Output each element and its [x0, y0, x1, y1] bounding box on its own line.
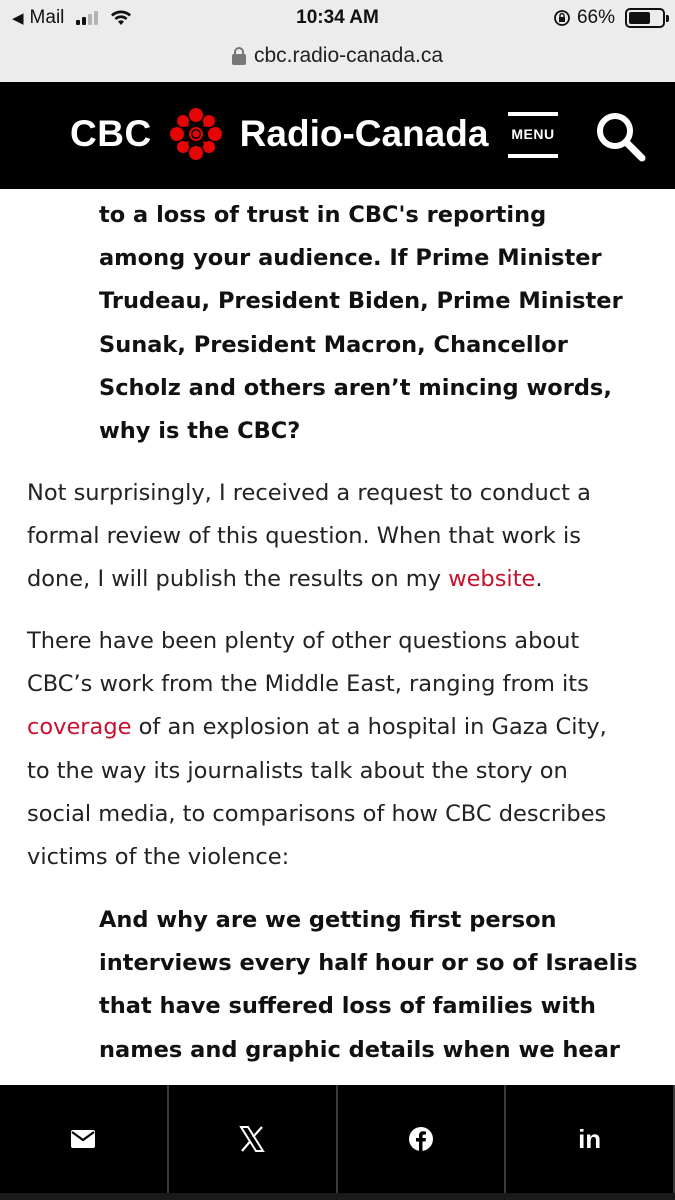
share-bar — [0, 1085, 675, 1200]
paragraph-1 — [27, 472, 655, 602]
quote-line: And why are we getting first person — [99, 907, 557, 933]
para-line: There have been plenty of other questions about — [27, 628, 580, 654]
para-text: of an explosion at a hospital in Gaza City, — [131, 714, 607, 741]
padlock-icon — [232, 47, 246, 65]
linkedin-icon: in — [578, 1123, 602, 1154]
battery-cap — [666, 15, 669, 22]
menu-button[interactable] — [508, 110, 560, 160]
battery-icon — [625, 8, 665, 28]
menu-bar-top — [508, 112, 558, 116]
menu-label: MENU — [511, 126, 555, 142]
para-line: victims of the violence: — [27, 844, 290, 871]
cbc-logo[interactable] — [70, 106, 488, 162]
para-text: . — [535, 566, 543, 593]
brand-radio-canada: Radio-Canada — [239, 113, 489, 154]
paragraph-2 — [27, 620, 655, 879]
status-time: 10:34 AM — [296, 7, 379, 28]
para-line: to the way its journalists talk about the story on — [27, 757, 568, 784]
battery-level — [629, 12, 650, 24]
brand-cbc: CBC — [70, 113, 152, 154]
sharebar-bottom-edge — [0, 1193, 675, 1200]
back-app-label[interactable]: Mail — [29, 7, 65, 28]
quote-line: among your audience. If Prime Minister — [99, 245, 602, 272]
quote-line: to a loss of trust in CBC's reporting — [99, 202, 547, 228]
blockquote-2 — [99, 899, 659, 1072]
para-line: social media, to comparisons of how CBC describes — [27, 800, 607, 827]
quote-line: Trudeau, President Biden, Prime Minister — [99, 288, 623, 315]
quote-line: interviews every half hour or so of Israelis — [99, 950, 638, 977]
share-email-button[interactable] — [0, 1085, 169, 1193]
url-text[interactable]: cbc.radio-canada.ca — [253, 44, 444, 67]
para-line: Not surprisingly, I received a request to conduct a — [27, 480, 591, 506]
para-line — [27, 706, 655, 749]
quote-line: Sunak, President Macron, Chancellor — [99, 331, 568, 358]
x-icon — [238, 1125, 266, 1153]
article-body — [0, 189, 675, 1085]
quote-line: names and graphic details when we hear — [99, 1036, 620, 1063]
para-line: CBC’s work from the Middle East, ranging from its — [27, 671, 589, 698]
site-header — [0, 82, 675, 189]
share-linkedin-button[interactable] — [506, 1085, 675, 1193]
cbc-gem-icon — [168, 106, 224, 162]
quote-line: Scholz and others aren’t mincing words, — [99, 374, 612, 401]
back-to-app-icon[interactable]: ◀ — [12, 9, 24, 27]
status-right — [553, 7, 665, 29]
quote-line: that have suffered loss of families with — [99, 993, 596, 1020]
para-line: formal review of this question. When that work is — [27, 523, 581, 550]
battery-percent: 66% — [576, 7, 615, 28]
browser-chrome — [0, 0, 675, 82]
address-bar[interactable] — [0, 36, 675, 76]
website-link[interactable]: website — [448, 566, 536, 593]
share-x-button[interactable] — [169, 1085, 338, 1193]
para-text: done, I will publish the results on my — [27, 566, 449, 593]
menu-bar-bottom — [508, 154, 558, 158]
search-icon[interactable] — [594, 110, 646, 162]
blockquote-1 — [99, 194, 659, 453]
share-facebook-button[interactable] — [338, 1085, 507, 1193]
quote-line: why is the CBC? — [99, 418, 301, 445]
orientation-lock-icon — [553, 9, 571, 27]
facebook-icon — [408, 1126, 434, 1152]
para-line — [27, 558, 655, 601]
coverage-link[interactable]: coverage — [27, 714, 132, 741]
email-icon — [70, 1129, 96, 1149]
ios-status-bar — [0, 0, 675, 36]
